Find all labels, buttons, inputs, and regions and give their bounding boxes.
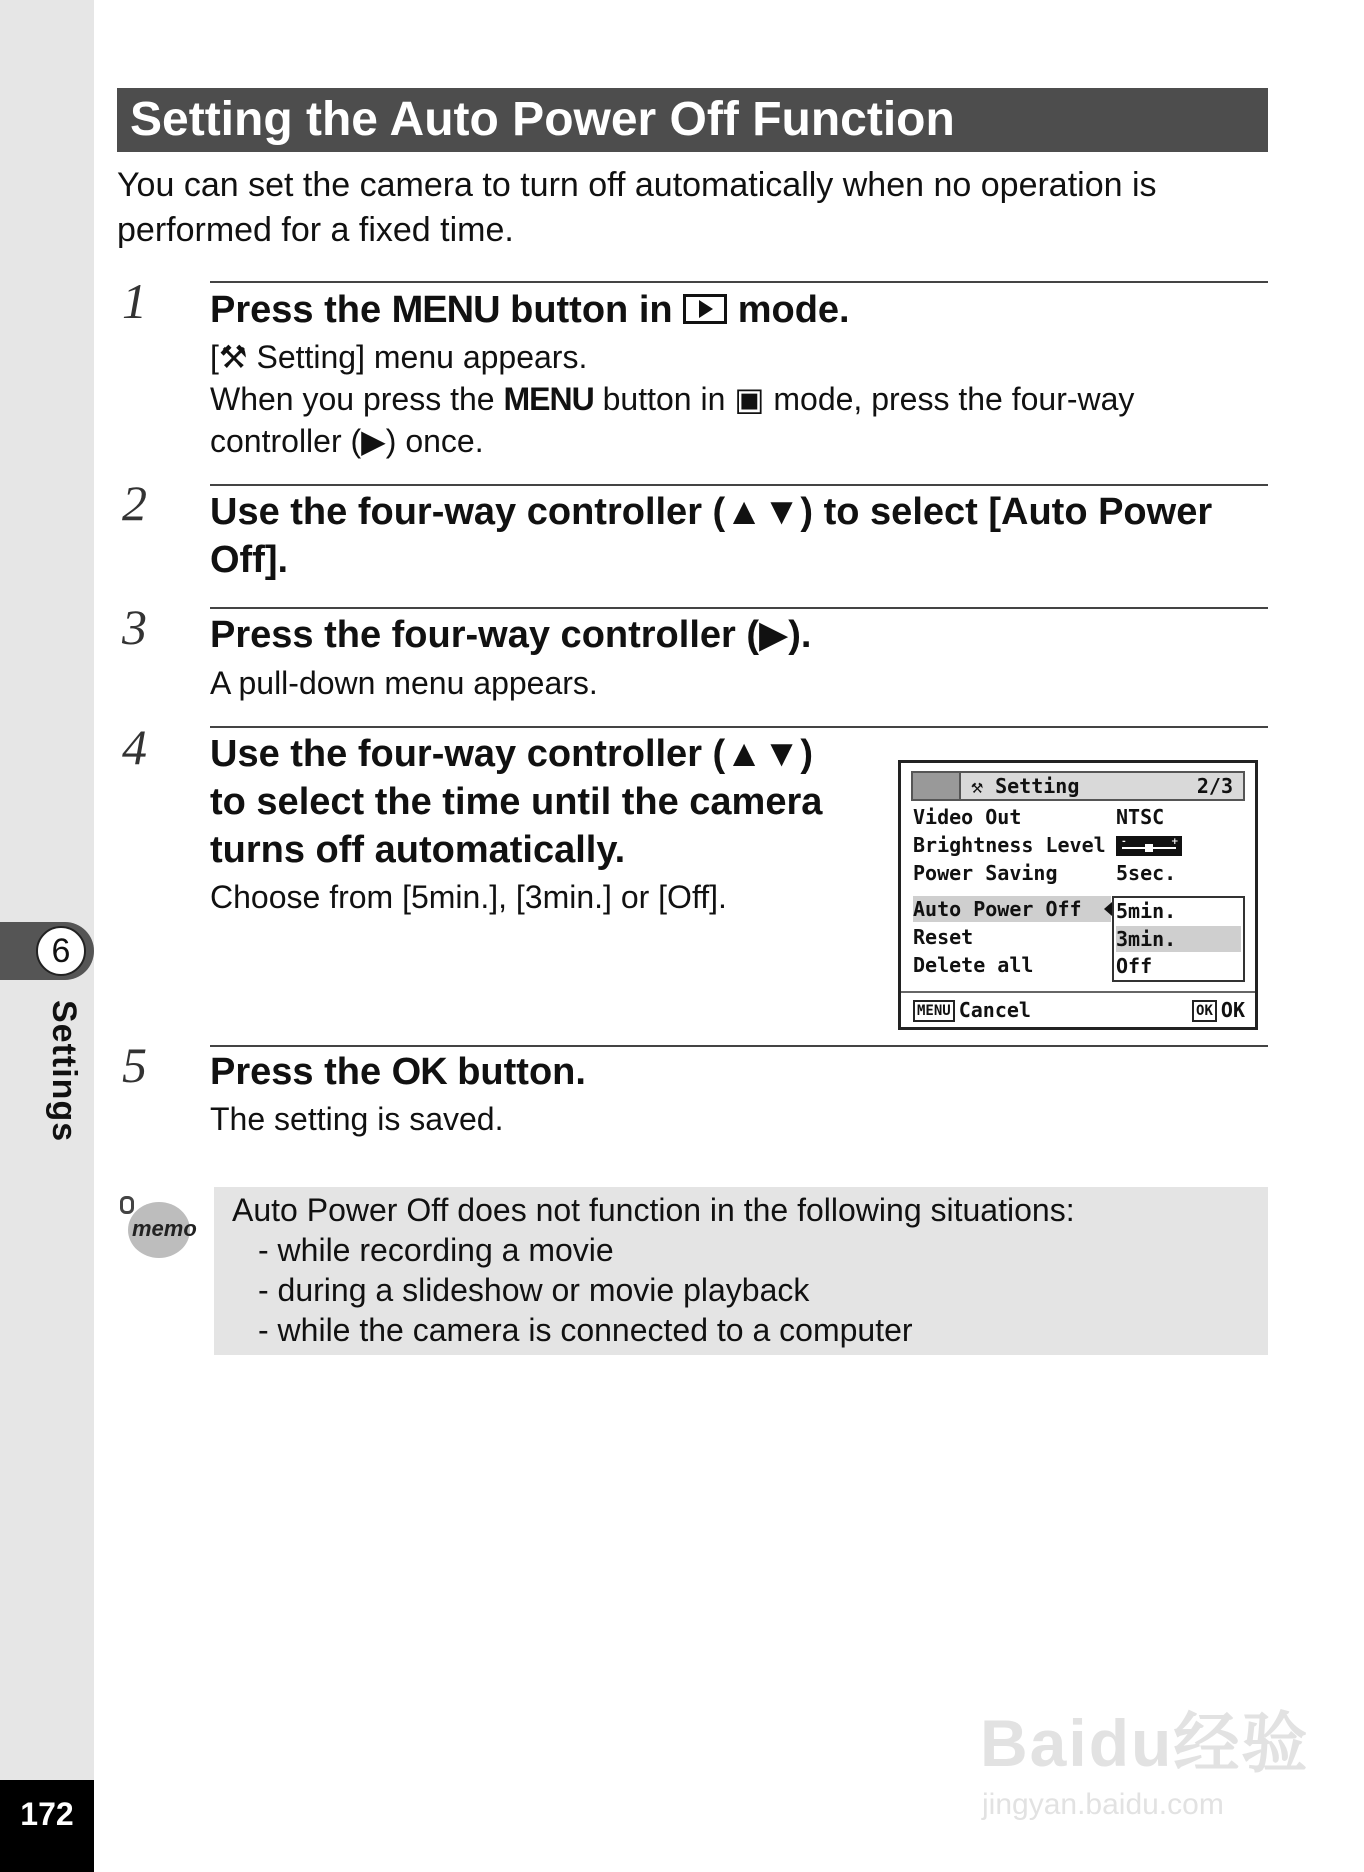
dropdown-option-selected: 3min. [1116, 926, 1241, 952]
step-1-body-line-2 [210, 378, 1134, 421]
screen-tab-bar [911, 771, 1245, 801]
page-title: Setting the Auto Power Off Function [130, 93, 955, 146]
memo-item: - while the camera is connected to a computer [258, 1312, 913, 1348]
camera-screen [898, 760, 1258, 1030]
step-1-title [210, 286, 850, 335]
step-4-title-line-3: turns off automatically. [210, 829, 626, 871]
memo-item: - during a slideshow or movie playback [258, 1272, 810, 1308]
step-4-title-line-1: Use the four-way controller (▲▼) [210, 733, 814, 775]
ok-label: OK [1220, 998, 1245, 1022]
step-1-number: 1 [122, 273, 147, 329]
screen-row-label: Brightness Level [913, 833, 1106, 857]
screen-footer-cancel [913, 997, 1031, 1023]
intro-text: You can set the camera to turn off automatically when no operation is performed for a fixed time. [117, 166, 1157, 249]
menu-button-word: MENU [503, 381, 594, 417]
screen-row-label: Video Out [913, 805, 1022, 829]
playback-mode-icon [683, 294, 727, 324]
step-2-title-line-2: Off]. [210, 539, 289, 581]
pull-down-menu [1112, 896, 1245, 982]
menu-key-icon: MENU [913, 1000, 955, 1022]
step-5-body: The setting is saved. [210, 1101, 504, 1137]
svg-text:+: + [1171, 837, 1179, 847]
step-5-title-part: Press the [210, 1051, 392, 1093]
step-1-title-part: mode. [727, 289, 850, 331]
screen-footer-ok [1192, 997, 1245, 1023]
memo-lead: Auto Power Off does not function in the following situations: [232, 1192, 1075, 1228]
step-1-title-part: button in [499, 289, 684, 331]
step-2-rule [210, 484, 1268, 486]
step-5-number: 5 [122, 1037, 147, 1093]
screen-tab-label: ⚒ Setting [971, 774, 1080, 798]
step-2-number: 2 [122, 475, 147, 531]
brightness-scale-icon [1116, 836, 1182, 856]
chapter-number: 6 [36, 926, 86, 976]
step-3-title: Press the four-way controller (▶). [210, 614, 812, 656]
step-3-body: A pull-down menu appears. [210, 665, 598, 701]
screen-row-label: Reset [913, 925, 974, 949]
step-1-rule [210, 281, 1268, 283]
step-4-number: 4 [122, 719, 147, 775]
cancel-label: Cancel [958, 998, 1031, 1022]
screen-row-label: Delete all [913, 953, 1034, 977]
watermark-url: jingyan.baidu.com [982, 1788, 1224, 1821]
step-4-rule [210, 726, 1268, 728]
page-number: 172 [20, 1796, 74, 1832]
step-5-title [210, 1048, 586, 1097]
screen-row-value: NTSC [1116, 805, 1165, 829]
screen-footer-rule [901, 991, 1255, 993]
ok-key-icon: OK [1192, 1000, 1217, 1022]
step-3-rule [210, 607, 1268, 609]
step-1-body-part: button in ▣ mode, press the four-way [593, 381, 1135, 417]
step-4-body: Choose from [5min.], [3min.] or [Off]. [210, 879, 727, 915]
step-5-rule [210, 1045, 1268, 1047]
memo-pin-icon [120, 1196, 134, 1214]
step-1-body-line-1: [⚒ Setting] menu appears. [210, 339, 588, 375]
screen-row-value: 5sec. [1116, 861, 1177, 885]
screen-tab-page: 2/3 [1196, 774, 1233, 798]
dropdown-option: Off [1116, 954, 1153, 978]
left-arrow-icon [1104, 902, 1112, 916]
chapter-label: Settings [45, 1000, 83, 1143]
step-4-title-line-2: to select the time until the camera [210, 781, 823, 823]
camera-tab-icon [913, 773, 961, 799]
step-3-number: 3 [122, 599, 147, 655]
svg-text:-: - [1122, 837, 1126, 847]
memo-icon-label: memo [132, 1216, 197, 1241]
step-1-body-part: When you press the [210, 381, 504, 417]
step-1-body-line-3: controller (▶) once. [210, 423, 484, 459]
screen-row-label-selected: Auto Power Off [913, 897, 1082, 921]
screen-row-label: Power Saving [913, 861, 1058, 885]
dropdown-option: 5min. [1116, 899, 1177, 923]
ok-button-word: OK [391, 1051, 447, 1093]
memo-item: - while recording a movie [258, 1232, 614, 1268]
menu-button-word: MENU [391, 289, 500, 331]
step-5-title-part: button. [446, 1051, 586, 1093]
watermark-logo: Baidu经验 [980, 1706, 1310, 1780]
step-2-title-line-1: Use the four-way controller (▲▼) to select [Auto Power [210, 491, 1213, 533]
step-1-title-part: Press the [210, 289, 392, 331]
